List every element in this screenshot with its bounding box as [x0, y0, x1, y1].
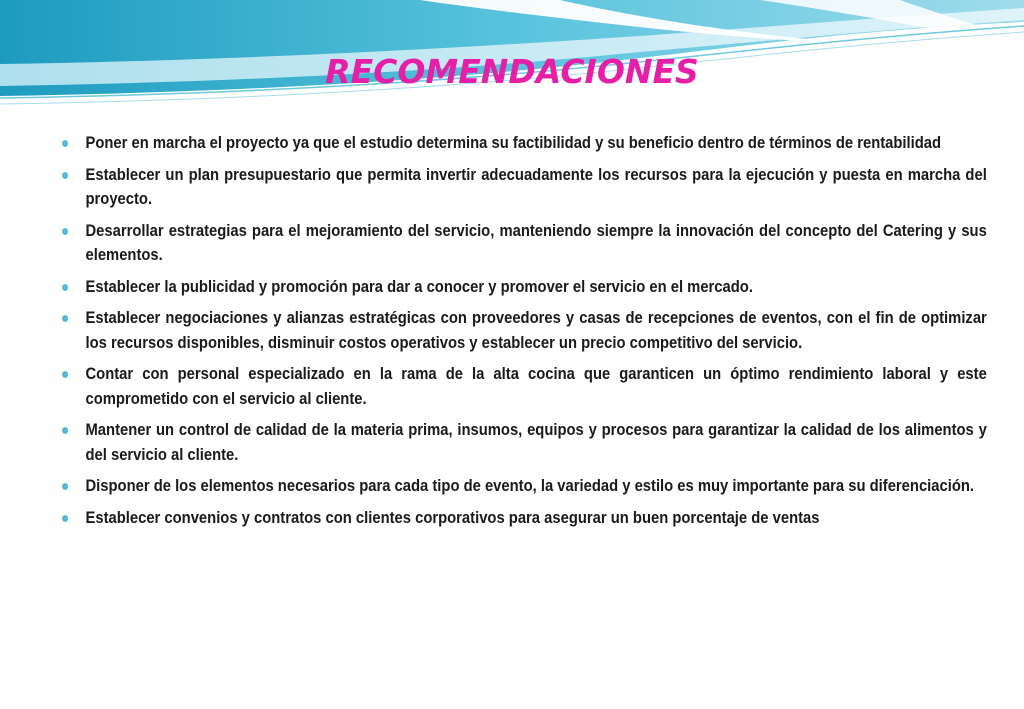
list-item-text: Poner en marcha el proyecto ya que el estudio determina su factibilidad y su beneficio dentro de términos de rentabilidad: [85, 133, 942, 152]
bullet-list: [62, 131, 987, 537]
list-item: [62, 474, 987, 499]
list-item-text: Desarrollar estrategias para el mejoramiento del servicio, manteniendo siempre la innovación del concepto del Catering y sus elementos.: [85, 220, 987, 264]
bullet-icon: [62, 315, 68, 322]
bullet-icon: [62, 371, 68, 378]
list-item-text: Establecer convenios y contratos con clientes corporativos para asegurar un buen porcentaje de ventas: [85, 507, 820, 527]
list-item: [62, 131, 987, 156]
bullet-icon: [62, 228, 68, 235]
list-item-text: Establecer negociaciones y alianzas estratégicas con proveedores y casas de recepciones de eventos, con el fin de optimizar los recursos disponibles, disminuir costos operativos y establecer un precio competitivo del servicio.: [85, 308, 987, 352]
list-item-text: Contar con personal especializado en la rama de la alta cocina que garanticen un óptimo rendimiento laboral y este comprometido con el servicio al cliente.: [85, 364, 987, 408]
list-item: [62, 362, 987, 411]
list-item-text: Establecer la publicidad y promoción para dar a conocer y promover el servicio en el mercado.: [85, 276, 753, 296]
list-item: [62, 306, 987, 355]
list-item-text: Disponer de los elementos necesarios para cada tipo de evento, la variedad y estilo es muy importante para su diferenciación.: [85, 476, 975, 495]
list-item: [62, 219, 987, 268]
page-title: RECOMENDACIONES: [325, 52, 699, 91]
bullet-icon: [62, 140, 68, 147]
list-item-text: Establecer un plan presupuestario que permita invertir adecuadamente los recursos para la ejecución y puesta en marcha del proyecto.: [85, 164, 987, 208]
list-item: [62, 163, 987, 212]
bullet-icon: [62, 483, 68, 490]
bullet-icon: [62, 515, 68, 522]
bullet-icon: [62, 284, 68, 291]
bullet-icon: [62, 172, 68, 179]
list-item: [62, 418, 987, 467]
list-item-text: Mantener un control de calidad de la materia prima, insumos, equipos y procesos para garantizar la calidad de los alimentos y del servicio al cliente.: [85, 420, 987, 464]
bullet-icon: [62, 427, 68, 434]
list-item: [62, 506, 987, 531]
list-item: [62, 275, 987, 300]
